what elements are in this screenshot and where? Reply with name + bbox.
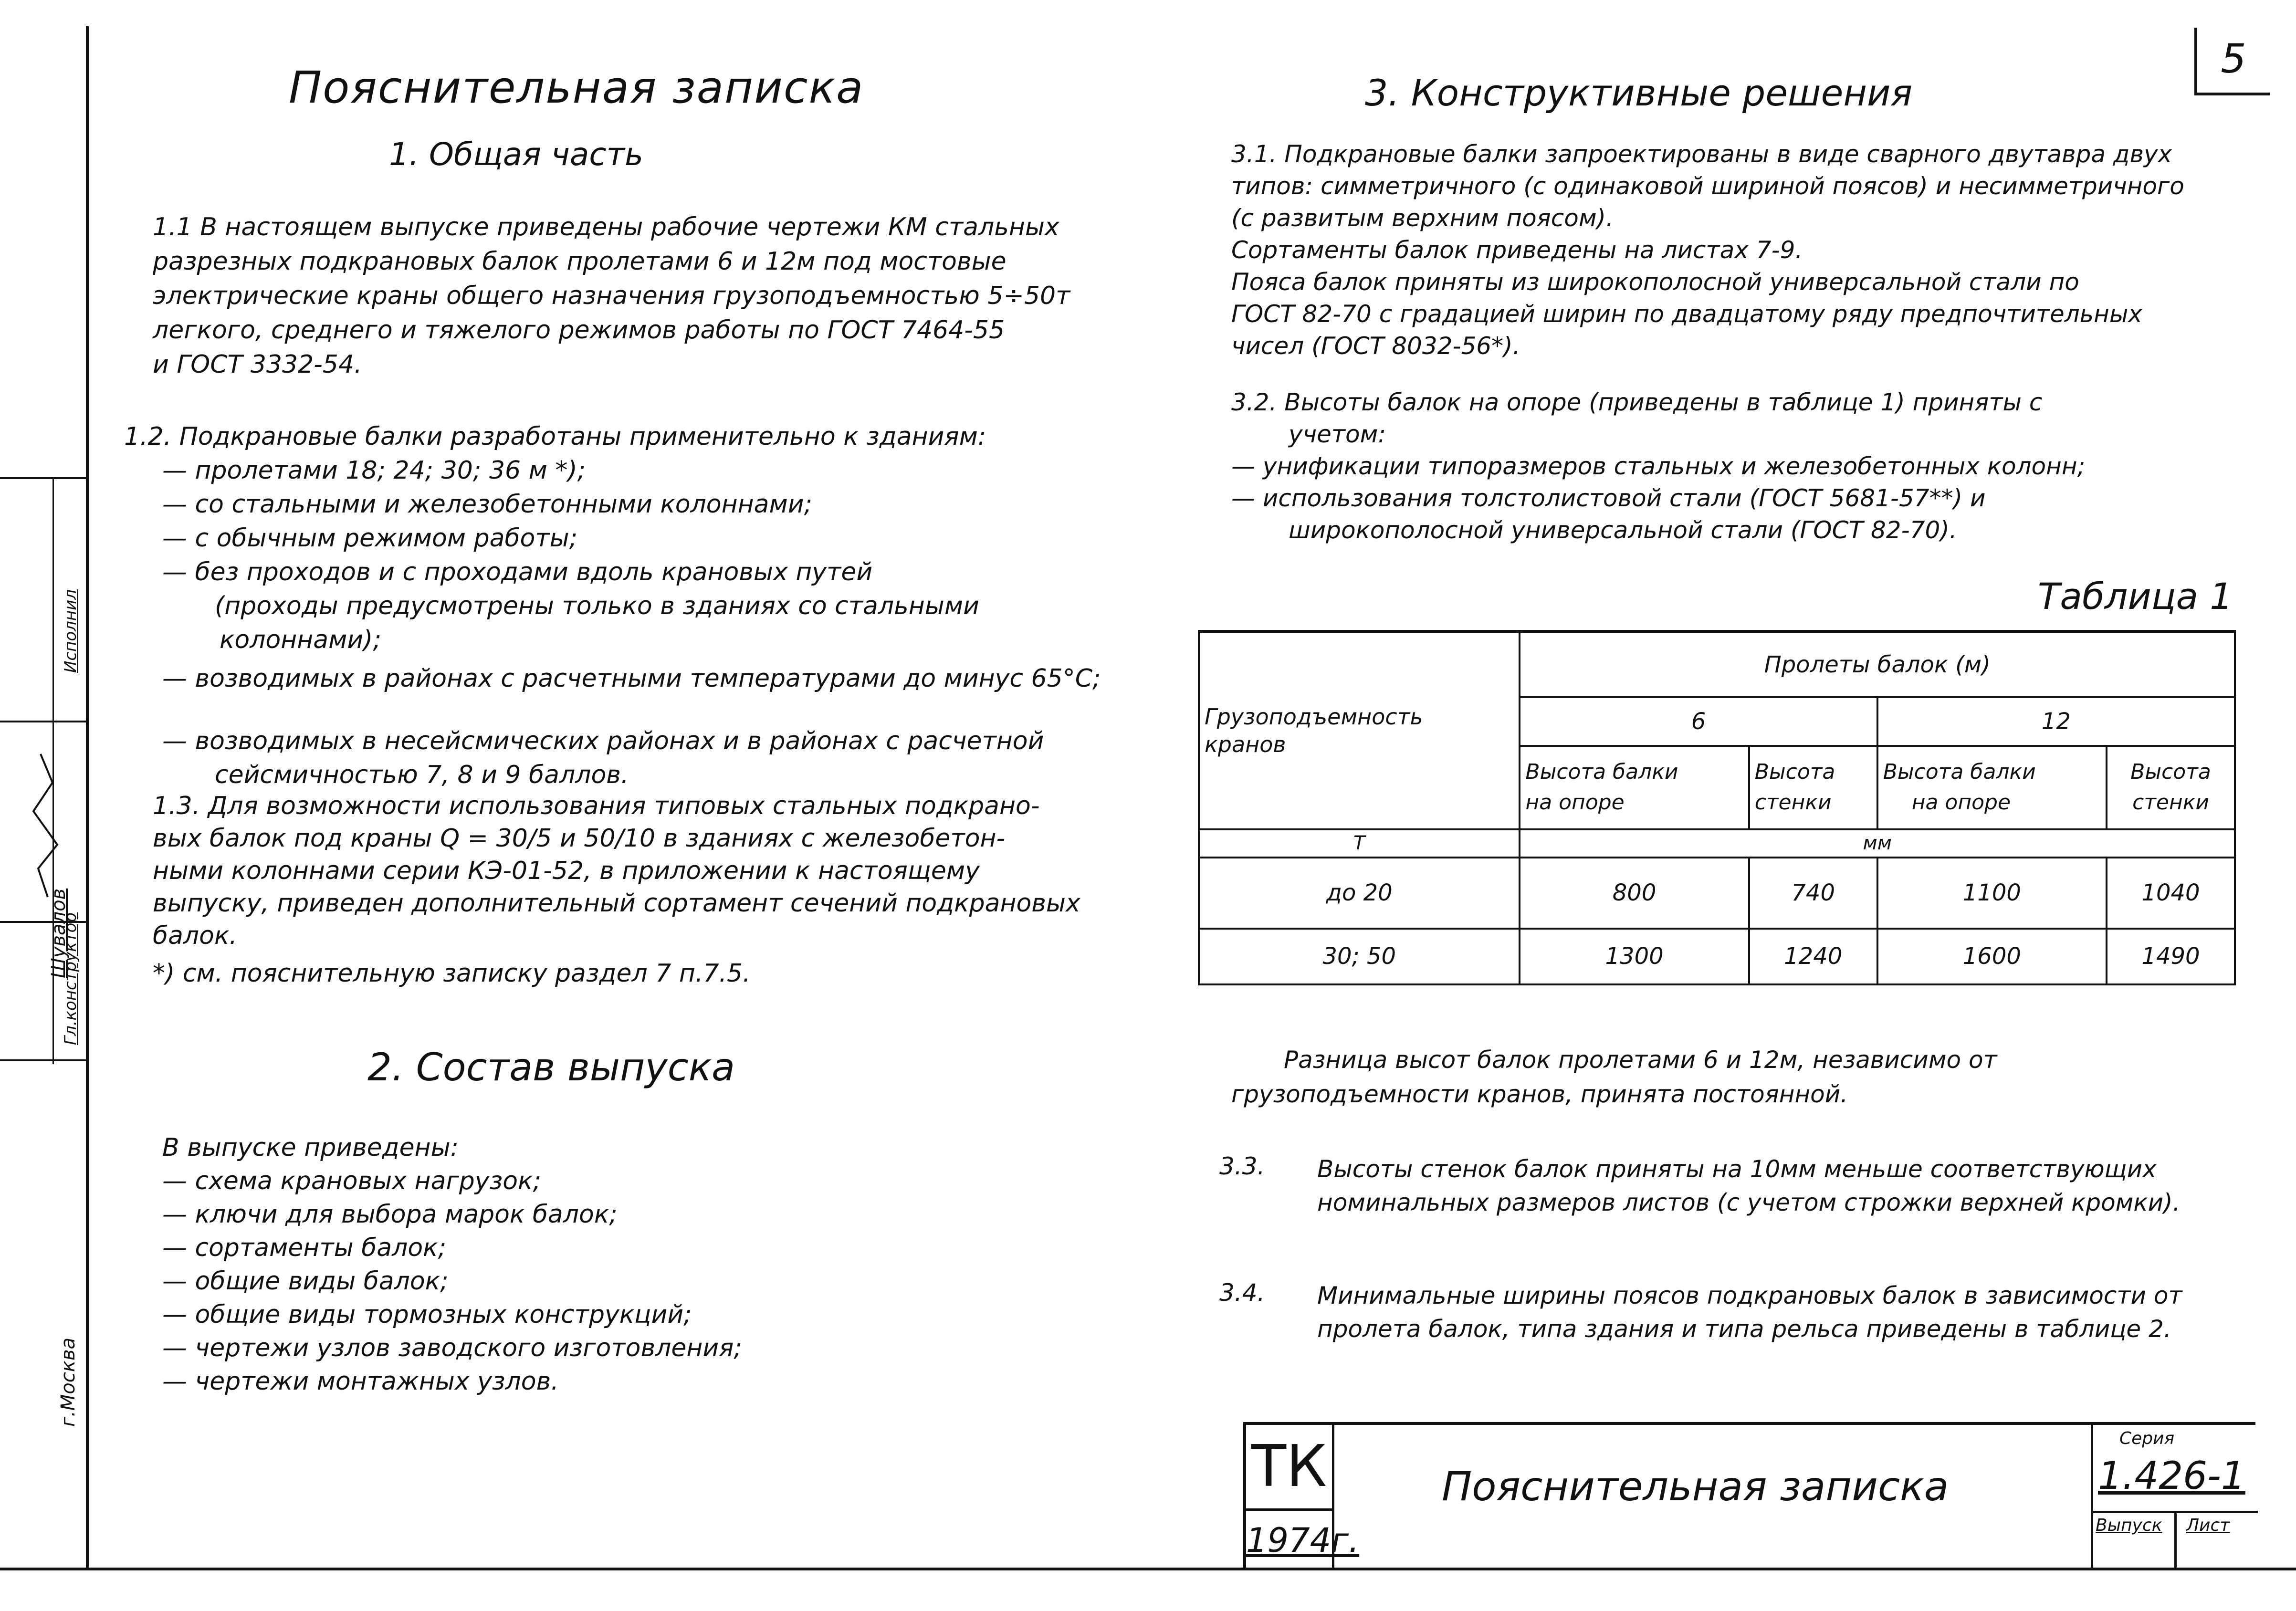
section1-heading: 1. Общая часть	[389, 136, 643, 173]
section1-footnote: *) см. пояснительную записку раздел 7 п.7.5.	[153, 959, 751, 988]
table1-span12: 12	[1877, 697, 2235, 745]
section1-paragraph2: 1.2. Подкрановые балки разработаны применительно к зданиям: — пролетами 18; 24; 30; 36 м *); — со стальными и железобетонными колоннами; — с обычным режимом работы; — без проходов и с проходами вдоль крановых путей (проходы предусмотрены только в зданиях со стальными колоннами); — возводимых в районах с расчетными температурами до минус 65°С; — возводимых в несейсмических районах и в районах с расчетной сейсмичностью 7, 8 и 9 баллов.	[124, 422, 1101, 789]
section3-heading: 3. Конструктивные решения	[1365, 72, 1913, 114]
stamp-issue-label: Выпуск	[2096, 1516, 2162, 1535]
signature-mark	[19, 725, 67, 907]
table1-caption: Таблица 1	[2038, 575, 2233, 617]
table1-header-support12: Высота балки на опоре	[1877, 746, 2107, 830]
stamp-title: Пояснительная записка	[1442, 1463, 1949, 1510]
table1-capacity-header: Грузоподъемность кранов	[1199, 631, 1520, 829]
table-row: до 20 800 740 1100 1040	[1199, 858, 2235, 929]
table1-header-web12: Высота стенки	[2107, 746, 2235, 830]
section2-heading: 2. Состав выпуска	[367, 1045, 735, 1089]
table1-unit-t: Т	[1199, 829, 1520, 858]
strip-name-chief: Шувалов	[48, 888, 70, 978]
stamp-sheet-label: Лист	[2186, 1516, 2230, 1535]
stamp-series-label: Серия	[2119, 1429, 2175, 1448]
section3-paragraph3: Высоты стенок балок приняты на 10мм меньше соответствующих номинальных размеров листов (с учетом строжки верхней кромки).	[1317, 1155, 2181, 1216]
section1-paragraph3: 1.3. Для возможности использования типовых стальных подкрано- вых балок под краны Q = 30/5 и 50/10 в зданиях с железобетон- ными колоннами серии КЭ-01-52, в приложении к настоящему выпуску, приведен дополнительный сортамент сечений подкрановых балок.	[153, 792, 1080, 950]
title-stamp	[1243, 1422, 2255, 1570]
section3-paragraph4: Минимальные ширины поясов подкрановых балок в зависимости от пролета балок, типа здания и типа рельса приведены в таблице 2.	[1317, 1282, 2182, 1343]
section3-after-table: Разница высот балок пролетами 6 и 12м, независимо от грузоподъемности кранов, принята постоянной.	[1231, 1046, 1997, 1108]
stamp-series-block	[2091, 1425, 2258, 1570]
sheet-number: 5	[2194, 28, 2270, 95]
table1-unit-mm: мм	[1520, 829, 2235, 858]
table1-spans-header: Пролеты балок (м)	[1520, 631, 2235, 697]
strip-role-executor: Исполнил	[61, 589, 80, 673]
strip-org-city: г.Москва	[57, 1338, 79, 1427]
section3-p33-number: 3.3.	[1219, 1152, 1265, 1180]
strip-role-chief: Гл.конструктор	[61, 912, 80, 1045]
section3-p34-number: 3.4.	[1219, 1279, 1265, 1307]
section3-paragraph2: 3.2. Высоты балок на опоре (приведены в таблице 1) приняты с учетом: — унификации типоразмеров стальных и железобетонных колонн; — использования толстолистовой стали (ГОСТ 5681-57**) и широкополосной универсальной стали (ГОСТ 82-70).	[1231, 388, 2086, 544]
document-title: Пояснительная записка	[289, 62, 864, 113]
table1-header-support6: Высота балки на опоре	[1520, 746, 1749, 830]
stamp-org: ТК	[1246, 1425, 1334, 1511]
section3-paragraph1: 3.1. Подкрановые балки запроектированы в виде сварного двутавра двух типов: симметричного (с одинаковой шириной поясов) и несимметричного (с развитым верхним поясом). Сортаменты балок приведены на листах 7-9. Пояса балок приняты из широкополосной универсальной стали по ГОСТ 82-70 с градацией ширин по двадцатому ряду предпочтительных чисел (ГОСТ 8032-56*).	[1231, 140, 2184, 360]
table1-span6: 6	[1520, 697, 1877, 745]
table1	[1198, 630, 2236, 985]
stamp-year: 1974г.	[1246, 1511, 1334, 1570]
table-row: 30; 50 1300 1240 1600 1490	[1199, 929, 2235, 984]
section1-paragraph1: 1.1 В настоящем выпуске приведены рабочие чертежи КМ стальных разрезных подкрановых балок пролетами 6 и 12м под мостовые электрические краны общего назначения грузоподъемностью 5÷50т легкого, среднего и тяжелого режимов работы по ГОСТ 7464-55 и ГОСТ 3332-54.	[153, 213, 1070, 379]
table1-header-web6: Высота стенки	[1749, 746, 1877, 830]
frame-left-border	[86, 26, 89, 1568]
section2-list: В выпуске приведены: — схема крановых нагрузок; — ключи для выбора марок балок; — сортаменты балок; — общие виды балок; — общие виды тормозных конструкций; — чертежи узлов заводского изготовления; — чертежи монтажных узлов.	[162, 1133, 742, 1396]
stamp-series: 1.426-1	[2098, 1454, 2245, 1498]
